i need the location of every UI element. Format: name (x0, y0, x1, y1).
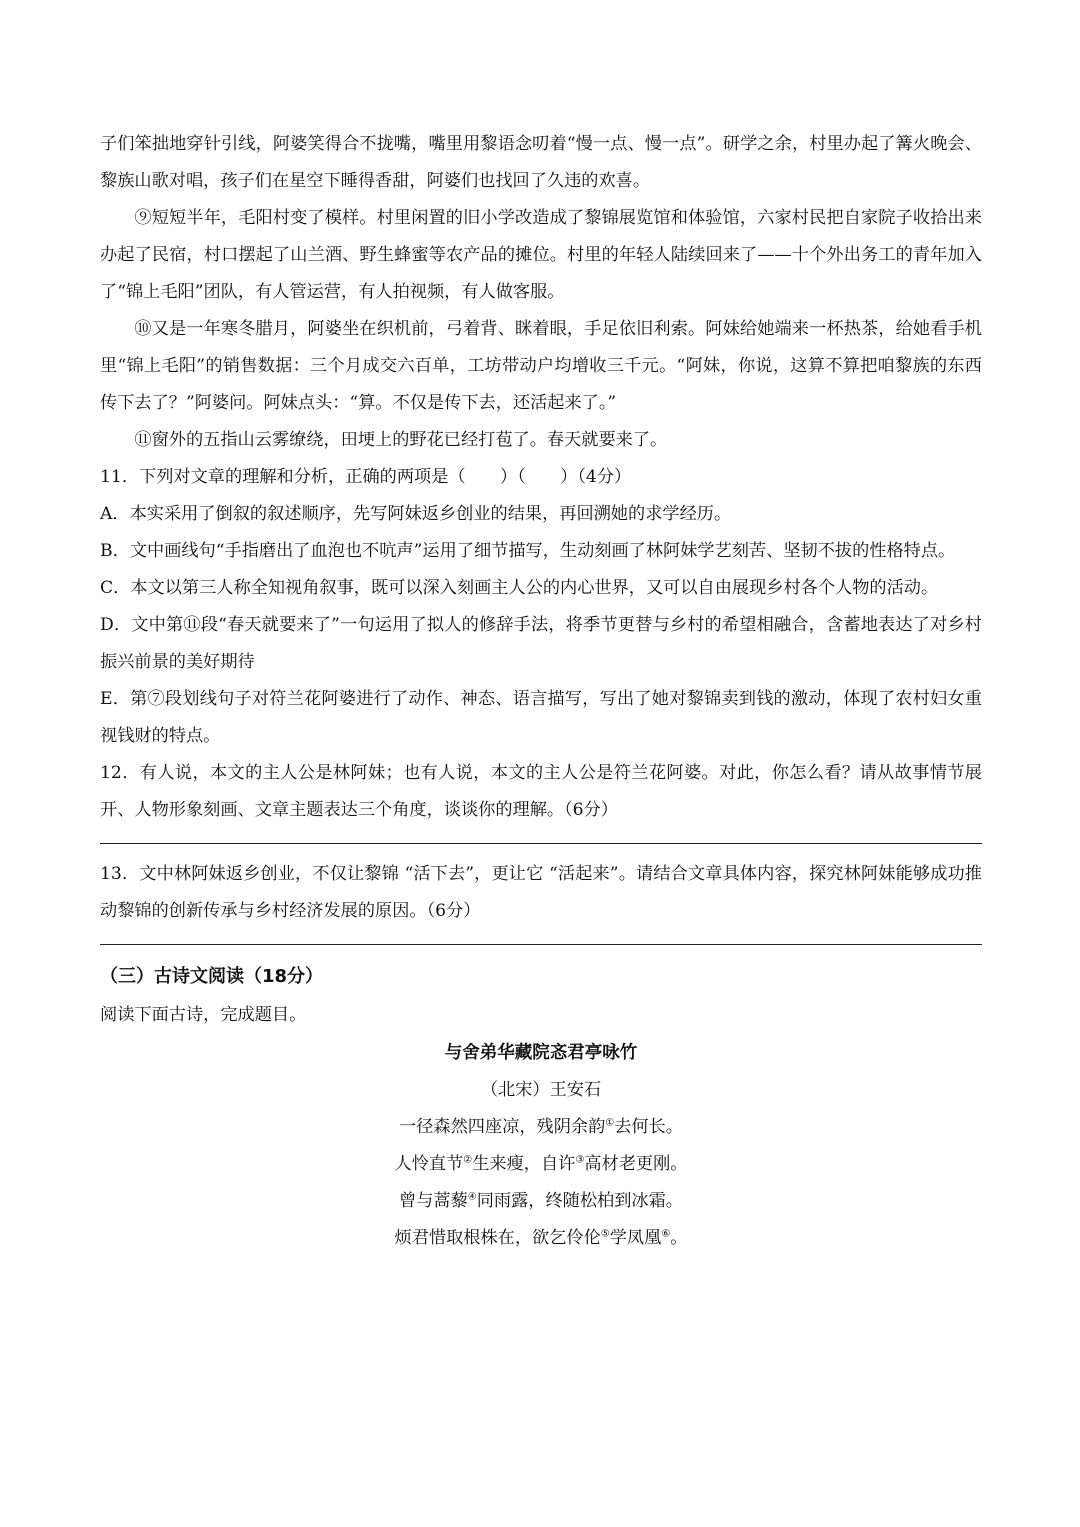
option-b: B．文中画线句“手指磨出了血泡也不吭声”运用了细节描写，生动刻画了林阿妹学艺刻苦、坚韧不拔的性格特点。 (100, 541, 956, 561)
option-d: D．文中第⑪段“春天就要来了”一句运用了拟人的修辞手法，将季节更替与乡村的希望相融合，含蓄地表达了对乡村振兴前景的美好期待 (100, 615, 982, 672)
footnote-marker: ⑥ (661, 1228, 671, 1240)
option-c: C．本文以第三人称全知视角叙事，既可以深入刻画主人公的内心世界，又可以自由展现乡村各个人物的活动。 (100, 578, 939, 598)
option-e: E．第⑦段划线句子对符兰花阿婆进行了动作、神态、语言描写，写出了她对黎锦卖到钱的激动，体现了农村妇女重视钱财的特点。 (100, 689, 982, 746)
question-11: 11．下列对文章的理解和分析，正确的两项是（ ）（ ）（4分） (100, 467, 632, 487)
poem (100, 1034, 982, 1257)
question-13: 13．文中林阿妹返乡创业，不仅让黎锦 “活下去”，更让它 “活起来”。请结合文章具体内容，探究林阿妹能够成功推动黎锦的创新传承与乡村经济发展的原因。（6分） (100, 864, 982, 921)
poem-line-1: 一径森然四座凉，残阴余韵①去何长。 (399, 1117, 683, 1137)
footnote-marker: ② (463, 1154, 473, 1166)
section-instruction: 阅读下面古诗，完成题目。 (100, 1005, 307, 1025)
footnote-marker: ④ (467, 1191, 477, 1203)
passage-paragraph-9: ⑨短短半年，毛阳村变了模样。村里闲置的旧小学改造成了黎锦展览馆和体验馆，六家村民把自家院子收拾出来办起了民宿，村口摆起了山兰酒、野生蜂蜜等农产品的摊位。村里的年轻人陆续回来了——十个外出务工的青年加入了“锦上毛阳”团队，有人管运营，有人拍视频，有人做客服。 (100, 208, 982, 302)
poem-author: （北宋）王安石 (480, 1080, 602, 1100)
section-title: （三）古诗文阅读（18分） (100, 966, 324, 987)
passage-paragraph-8-end: 子们笨拙地穿针引线，阿婆笑得合不拢嘴，嘴里用黎语念叨着“慢一点、慢一点”。研学之余，村里办起了篝火晚会、黎族山歌对唱，孩子们在星空下睡得香甜，阿婆们也找回了久违的欢喜。 (100, 134, 982, 191)
question-12: 12．有人说，本文的主人公是林阿妹；也有人说，本文的主人公是符兰花阿婆。对此，你怎么看？请从故事情节展开、人物形象刻画、文章主题表达三个角度，谈谈你的理解。（6分） (100, 763, 982, 820)
poem-line-4: 烦君惜取根株在，欲乞伶伦⑤学凤凰⑥。 (394, 1228, 688, 1248)
option-a: A．本实采用了倒叙的叙述顺序，先写阿妹返乡创业的结果，再回溯她的求学经历。 (100, 504, 732, 524)
poem-title: 与舍弟华藏院忞君亭咏竹 (444, 1043, 638, 1063)
footnote-marker: ① (605, 1117, 615, 1129)
footnote-marker: ③ (575, 1154, 585, 1166)
answer-line-q13[interactable] (100, 944, 982, 945)
answer-line-q12[interactable] (100, 843, 982, 844)
exam-page (100, 126, 982, 1257)
poem-line-3: 曾与蒿藜④同雨露，终随松柏到冰霜。 (399, 1191, 683, 1211)
passage-paragraph-11: ⑪窗外的五指山云雾缭绕，田埂上的野花已经打苞了。春天就要来了。 (134, 430, 668, 450)
poem-line-2: 人怜直节②生来瘦，自许③高材老更刚。 (394, 1154, 688, 1174)
passage-paragraph-10: ⑩又是一年寒冬腊月，阿婆坐在织机前，弓着背、眯着眼，手足依旧利索。阿妹给她端来一杯热茶，给她看手机里“锦上毛阳”的销售数据：三个月成交六百单，工坊带动户均增收三千元。“阿妹，你说，这算不算把咱黎族的东西传下去了？”阿婆问。阿妹点头：“算。不仅是传下去，还活起来了。” (100, 319, 982, 413)
footnote-marker: ⑤ (600, 1228, 610, 1240)
